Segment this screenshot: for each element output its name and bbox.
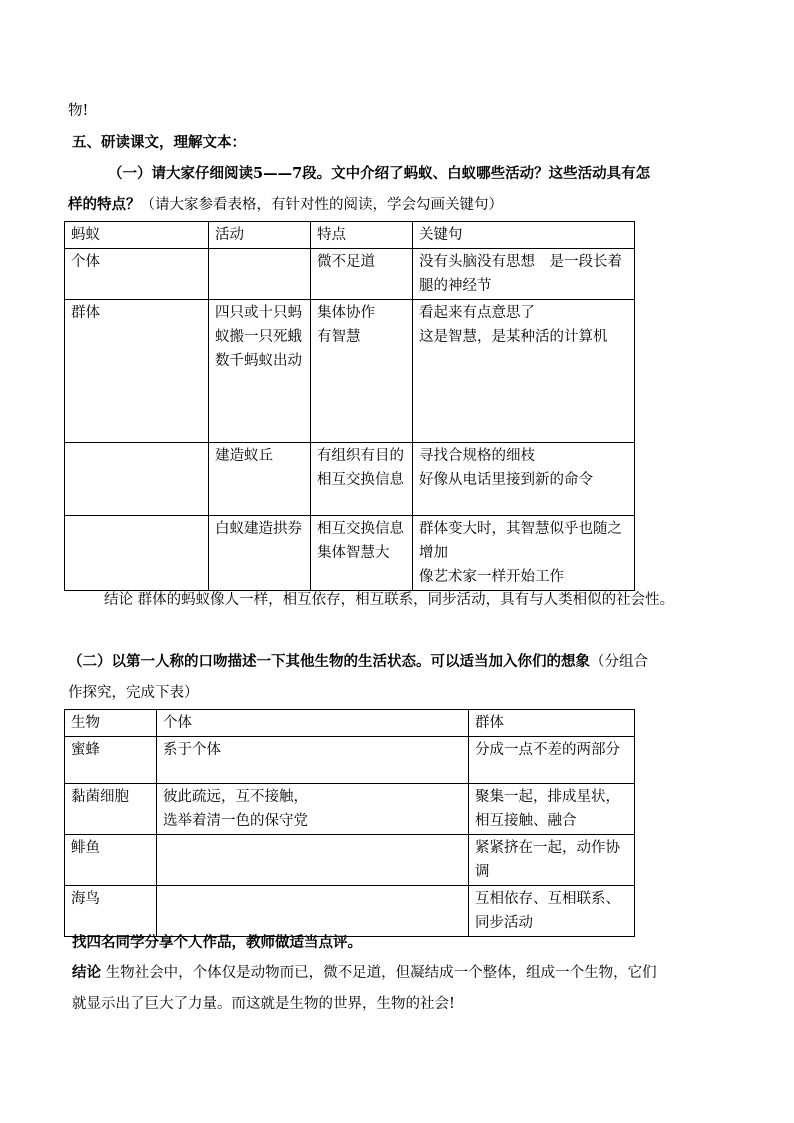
- table-header-cell-text: 生物: [71, 715, 100, 731]
- table-header-cell: [413, 222, 635, 249]
- table-row: [65, 886, 635, 937]
- table-row: [65, 516, 635, 591]
- question-two-cont: 作探究，完成下表）: [68, 685, 199, 701]
- table-row: [65, 835, 635, 886]
- activity-cell-text: 四只或十只蚂蚁搬一只死蛾: [215, 305, 302, 345]
- group-cell-text: 紧紧挤在一起，动作协调: [475, 840, 620, 880]
- section-heading: 五、研读课文，理解文本：: [72, 134, 246, 151]
- table-header-cell-text: 特点: [317, 227, 346, 243]
- feature-cell-text: 有智慧: [317, 329, 361, 345]
- table-header-row: [65, 710, 635, 737]
- group-cell: [469, 784, 635, 835]
- conclusion-one: 结论 群体的蚂蚁像人一样，相互依存，相互联系，同步活动，具有与人类相似的社会性。: [104, 592, 675, 608]
- organism-cell-text: 蜜蜂: [71, 742, 100, 758]
- table-row: [65, 443, 635, 516]
- group-cell-text: 互相依存、互相联系、同步活动: [475, 891, 620, 931]
- feature-cell-text: 微不足道: [317, 254, 375, 270]
- table-header-cell: [65, 710, 157, 737]
- conclusion-two: [72, 962, 657, 984]
- feature-cell: [311, 249, 413, 300]
- key-sentence-cell-text: 看起来有点意思了: [419, 305, 535, 321]
- question-two-text: （二）以第一人称的口吻描述一下其他生物的生活状态。可以适当加入你们的想象: [68, 653, 590, 670]
- individual-cell-text: 彼此疏远，互不接触，: [163, 789, 308, 805]
- feature-cell-text: 集体智慧大: [317, 545, 390, 561]
- feature-cell-text: 相互交换信息: [317, 521, 404, 537]
- subject-cell: [65, 443, 209, 516]
- table-header-cell: [311, 222, 413, 249]
- group-cell-text: 分成一点不差的两部分: [475, 742, 620, 758]
- question-two: [68, 651, 648, 673]
- table-header-cell-text: 群体: [475, 715, 504, 731]
- share-line: 找四名同学分享个人作品，教师做适当点评。: [72, 934, 362, 951]
- table-header-cell: [65, 222, 209, 249]
- question-one: [108, 163, 650, 185]
- organism-cell: [65, 784, 157, 835]
- table-header-cell-text: 蚂蚁: [71, 227, 100, 243]
- activity-cell: [209, 300, 311, 443]
- organism-cell: [65, 737, 157, 784]
- table-header-cell: [209, 222, 311, 249]
- key-sentence-cell-text: 没有头脑没有思想 是一段长着腿的神经节: [419, 254, 622, 294]
- group-cell: [469, 737, 635, 784]
- individual-cell: [157, 784, 469, 835]
- table-header-cell: [157, 710, 469, 737]
- feature-cell-text: 集体协作: [317, 305, 375, 321]
- activity-cell: [209, 516, 311, 591]
- question-two-note: （分组合: [590, 654, 648, 670]
- individual-cell-text: 系于个体: [163, 742, 221, 758]
- organism-cell-text: 黏菌细胞: [71, 789, 129, 805]
- table-row: [65, 249, 635, 300]
- subject-cell: [65, 300, 209, 443]
- individual-cell-text: 选举着清一色的保守党: [163, 813, 308, 829]
- subject-cell: [65, 516, 209, 591]
- group-cell: [469, 835, 635, 886]
- group-cell-text: 聚集一起，排成星状，相互接触、融合: [475, 789, 620, 829]
- key-sentence-cell: [413, 300, 635, 443]
- key-sentence-cell-text: 群体变大时，其智慧似乎也随之增加: [419, 521, 622, 561]
- organism-cell-text: 鲱鱼: [71, 840, 100, 856]
- table-row: [65, 784, 635, 835]
- organism-cell: [65, 835, 157, 886]
- organism-cell: [65, 886, 157, 937]
- table-header-cell-text: 活动: [215, 227, 244, 243]
- key-sentence-cell: [413, 443, 635, 516]
- key-sentence-cell: [413, 516, 635, 591]
- question-one-text-cont: 样的特点？: [68, 196, 141, 213]
- conclusion-two-cont: 就显示出了巨大了力量。而这就是生物的世界，生物的社会!: [72, 996, 455, 1012]
- feature-cell-text: 有组织有目的相互交换信息: [317, 448, 404, 488]
- table-header-cell-text: 个体: [163, 715, 192, 731]
- individual-cell: [157, 835, 469, 886]
- activity-cell-text: 白蚁建造拱券: [215, 521, 302, 537]
- individual-cell: [157, 737, 469, 784]
- activity-cell: [209, 443, 311, 516]
- feature-cell: [311, 300, 413, 443]
- feature-cell: [311, 516, 413, 591]
- subject-cell-text: 群体: [71, 305, 100, 321]
- organism-cell-text: 海鸟: [71, 891, 100, 907]
- question-one-cont: [68, 194, 503, 216]
- activity-cell-text: 数千蚂蚁出动: [215, 353, 302, 369]
- organism-table: [64, 709, 635, 937]
- key-sentence-cell: [413, 249, 635, 300]
- conclusion-two-label: 结论: [72, 964, 101, 981]
- table-row: [65, 737, 635, 784]
- question-one-text: （一）请大家仔细阅读5——7段。文中介绍了蚂蚁、白蚁哪些活动？这些活动具有怎: [108, 165, 651, 182]
- activity-cell-text: 建造蚁丘: [215, 448, 273, 464]
- question-one-note: （请大家参看表格，有针对性的阅读，学会勾画关键句）: [140, 197, 503, 213]
- table-header-cell-text: 关键句: [419, 227, 463, 243]
- key-sentence-cell-text: 像艺术家一样开始工作: [419, 569, 564, 585]
- key-sentence-cell-text: 这是智慧，是某种活的计算机: [419, 329, 608, 345]
- ant-activity-table: [64, 221, 635, 591]
- table-header-cell: [469, 710, 635, 737]
- group-cell: [469, 886, 635, 937]
- table-header-row: [65, 222, 635, 249]
- key-sentence-cell-text: 寻找合规格的细枝: [419, 448, 535, 464]
- intro-tail: 物!: [68, 103, 89, 119]
- key-sentence-cell-text: 好像从电话里接到新的命令: [419, 472, 593, 488]
- individual-cell: [157, 886, 469, 937]
- feature-cell: [311, 443, 413, 516]
- conclusion-two-text: 生物社会中，个体仅是动物而已，微不足道，但凝结成一个整体，组成一个生物，它们: [105, 965, 657, 981]
- table-row: [65, 300, 635, 443]
- activity-cell: [209, 249, 311, 300]
- subject-cell-text: 个体: [71, 254, 100, 270]
- subject-cell: [65, 249, 209, 300]
